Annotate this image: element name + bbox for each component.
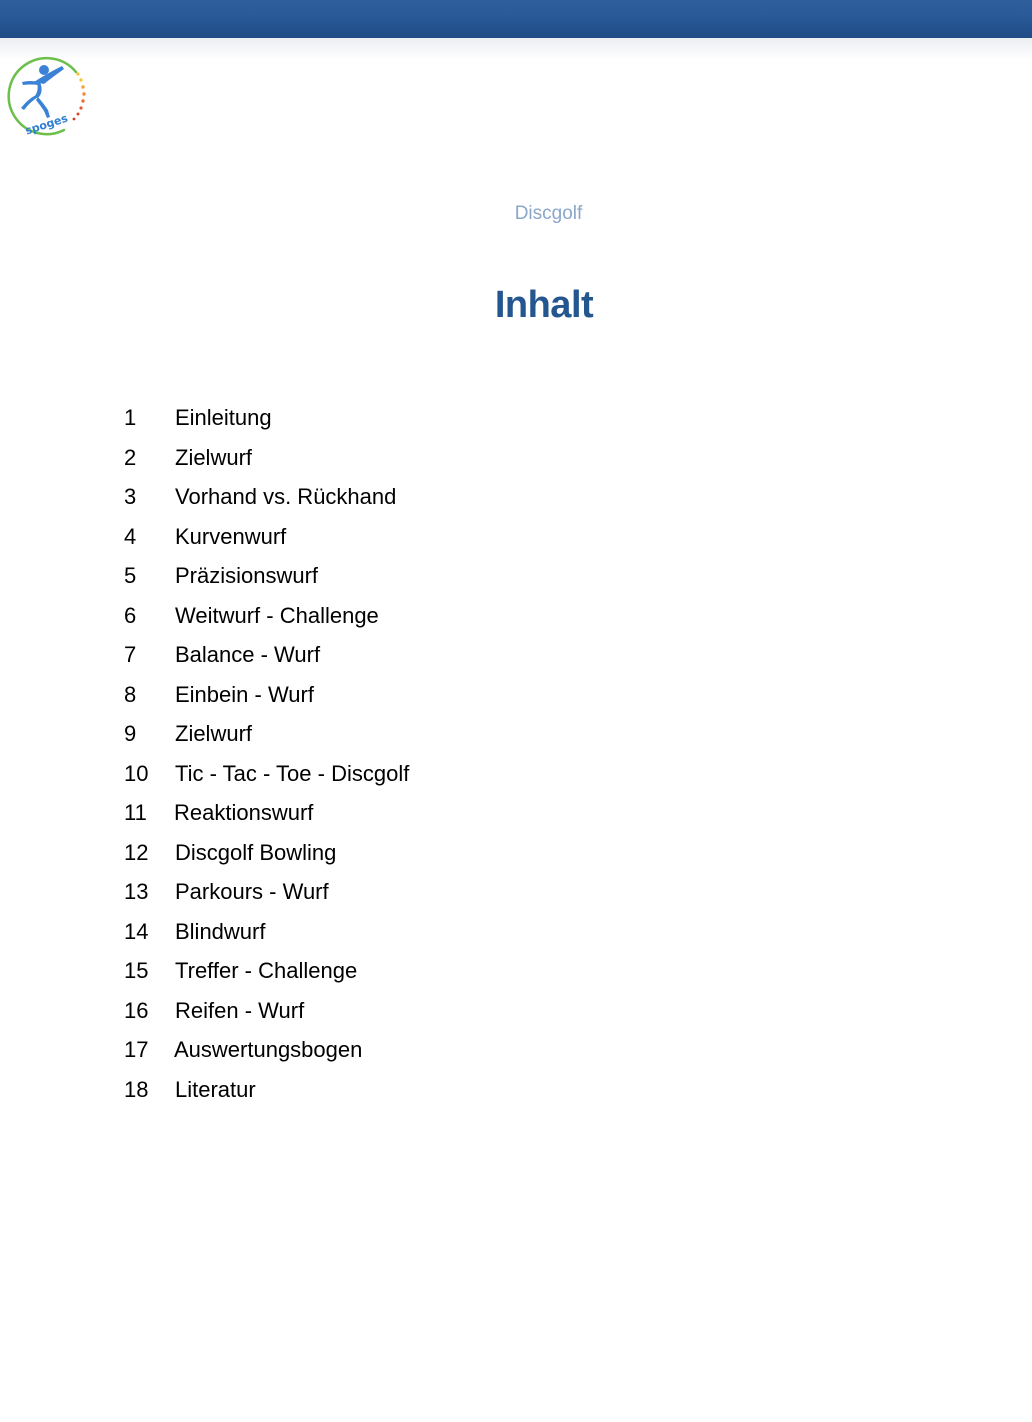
toc-item[interactable] (124, 519, 409, 559)
page-title: Inhalt (494, 284, 594, 326)
toc-item-number: 9 (124, 721, 137, 746)
toc-item[interactable] (124, 1032, 409, 1072)
toc-item[interactable] (124, 993, 409, 1033)
toc-item-number: 16 (124, 997, 149, 1023)
toc-item-number: 10 (124, 760, 149, 786)
toc-item-number: 13 (124, 879, 149, 904)
toc-item[interactable] (124, 1072, 409, 1112)
toc-item-title: Blindwurf (175, 918, 266, 944)
toc-item-number: 11 (124, 800, 147, 825)
toc-item[interactable] (124, 953, 409, 993)
toc-item-number: 18 (124, 1076, 149, 1102)
toc-item[interactable] (124, 558, 409, 598)
toc-item-number: 15 (124, 958, 149, 983)
spoges-logo (4, 52, 90, 138)
table-of-contents (124, 400, 409, 1111)
toc-item-number: 5 (124, 563, 137, 588)
toc-item-number: 7 (124, 642, 137, 667)
toc-item-number: 3 (124, 484, 137, 509)
toc-item-title: Auswertungsbogen (174, 1037, 363, 1062)
toc-item-number: 14 (124, 918, 149, 944)
toc-item-title: Weitwurf - Challenge (175, 602, 379, 628)
toc-item[interactable] (124, 637, 409, 677)
toc-item-title: Vorhand vs. Rückhand (175, 484, 397, 509)
toc-item[interactable] (124, 914, 409, 954)
toc-item-title: Zielwurf (175, 721, 253, 746)
toc-item[interactable] (124, 756, 409, 796)
toc-item[interactable] (124, 795, 409, 835)
toc-item[interactable] (124, 677, 409, 717)
logo-text: spoges (23, 111, 70, 138)
toc-item[interactable] (124, 479, 409, 519)
toc-item[interactable] (124, 598, 409, 638)
toc-item-number: 4 (124, 523, 137, 549)
toc-item-title: Parkours - Wurf (175, 879, 329, 904)
toc-item-title: Reifen - Wurf (175, 997, 305, 1023)
toc-item-title: Discgolf Bowling (175, 839, 337, 865)
toc-item[interactable] (124, 716, 409, 756)
header-bar-shadow (0, 38, 1032, 60)
toc-item-title: Kurvenwurf (175, 523, 287, 549)
toc-item-title: Tic - Tac - Toe - Discgolf (175, 760, 410, 786)
toc-item-number: 2 (124, 444, 137, 470)
toc-item-title: Reaktionswurf (174, 800, 314, 825)
toc-item-number: 17 (124, 1037, 149, 1062)
toc-item-title: Zielwurf (175, 444, 253, 470)
toc-item-title: Literatur (175, 1076, 256, 1102)
logo-graphic (4, 52, 90, 138)
toc-item[interactable] (124, 835, 409, 875)
toc-item[interactable] (124, 874, 409, 914)
toc-item-title: Einbein - Wurf (175, 681, 314, 707)
toc-item-number: 1 (124, 405, 137, 430)
toc-item-title: Präzisionswurf (175, 563, 319, 588)
document-subject: Discgolf (514, 203, 583, 224)
toc-item-title: Einleitung (175, 405, 272, 430)
toc-item-number: 8 (124, 681, 137, 707)
header-bar (0, 0, 1032, 38)
toc-item[interactable] (124, 440, 409, 480)
toc-item-title: Treffer - Challenge (175, 958, 358, 983)
toc-item[interactable] (124, 400, 409, 440)
toc-item-number: 6 (124, 602, 137, 628)
toc-item-number: 12 (124, 839, 149, 865)
toc-item-title: Balance - Wurf (175, 642, 321, 667)
